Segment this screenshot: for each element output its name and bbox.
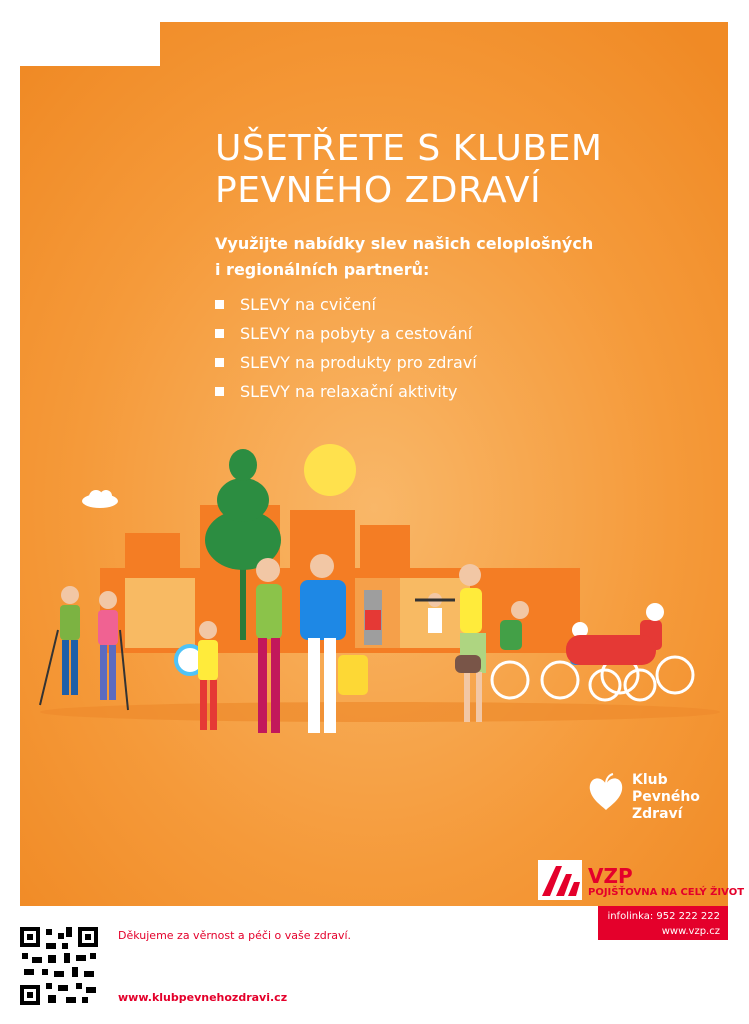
benefit-list xyxy=(215,290,477,406)
club-logo-text xyxy=(632,772,700,823)
bullet-square-icon xyxy=(215,300,224,309)
bullet-square-icon xyxy=(215,358,224,367)
headline-line-2: PEVNÉHO ZDRAVÍ xyxy=(215,170,542,211)
club-logo-line-2: Pevného xyxy=(632,789,700,805)
club-logo-line-3: Zdraví xyxy=(632,806,683,822)
vzp-logo xyxy=(538,860,744,900)
bullet-square-icon xyxy=(215,387,224,396)
intro-line-2: i regionálních partnerů: xyxy=(215,260,430,279)
vzp-tagline: POJIŠŤOVNA NA CELÝ ŽIVOT xyxy=(588,887,745,898)
contact-box xyxy=(598,906,728,940)
vzp-web-link[interactable]: www.vzp.cz xyxy=(661,926,720,937)
vzp-arrow-icon xyxy=(538,860,582,900)
benefit-item xyxy=(215,348,477,377)
benefit-label: SLEVY na produkty pro zdraví xyxy=(240,353,477,372)
bullet-square-icon xyxy=(215,329,224,338)
benefit-item xyxy=(215,377,477,406)
benefit-item xyxy=(215,290,477,319)
benefit-item xyxy=(215,319,477,348)
heart-apple-icon xyxy=(588,772,624,812)
tram-illustration xyxy=(566,635,656,665)
benefit-label: SLEVY na relaxační aktivity xyxy=(240,382,458,401)
club-logo xyxy=(588,772,700,823)
intro-text xyxy=(215,231,593,283)
sun-icon xyxy=(304,444,356,496)
shop-window xyxy=(125,578,195,648)
vzp-words xyxy=(588,866,744,900)
vzp-brand: VZP xyxy=(588,864,633,888)
club-logo-line-1: Klub xyxy=(632,772,668,788)
club-web-link[interactable]: www.klubpevnehozdravi.cz xyxy=(118,991,288,1004)
benefit-label: SLEVY na cvičení xyxy=(240,295,376,314)
headline xyxy=(215,128,602,212)
benefit-label: SLEVY na pobyty a cestování xyxy=(240,324,473,343)
qr-code xyxy=(20,927,98,1005)
intro-line-1: Využijte nabídky slev našich celoplošných xyxy=(215,234,594,253)
headline-line-1: UŠETŘETE S KLUBEM xyxy=(215,128,603,169)
thanks-text: Děkujeme za věrnost a péči o vaše zdraví. xyxy=(118,929,352,942)
hotline-text: infolinka: 952 222 222 xyxy=(607,911,720,922)
